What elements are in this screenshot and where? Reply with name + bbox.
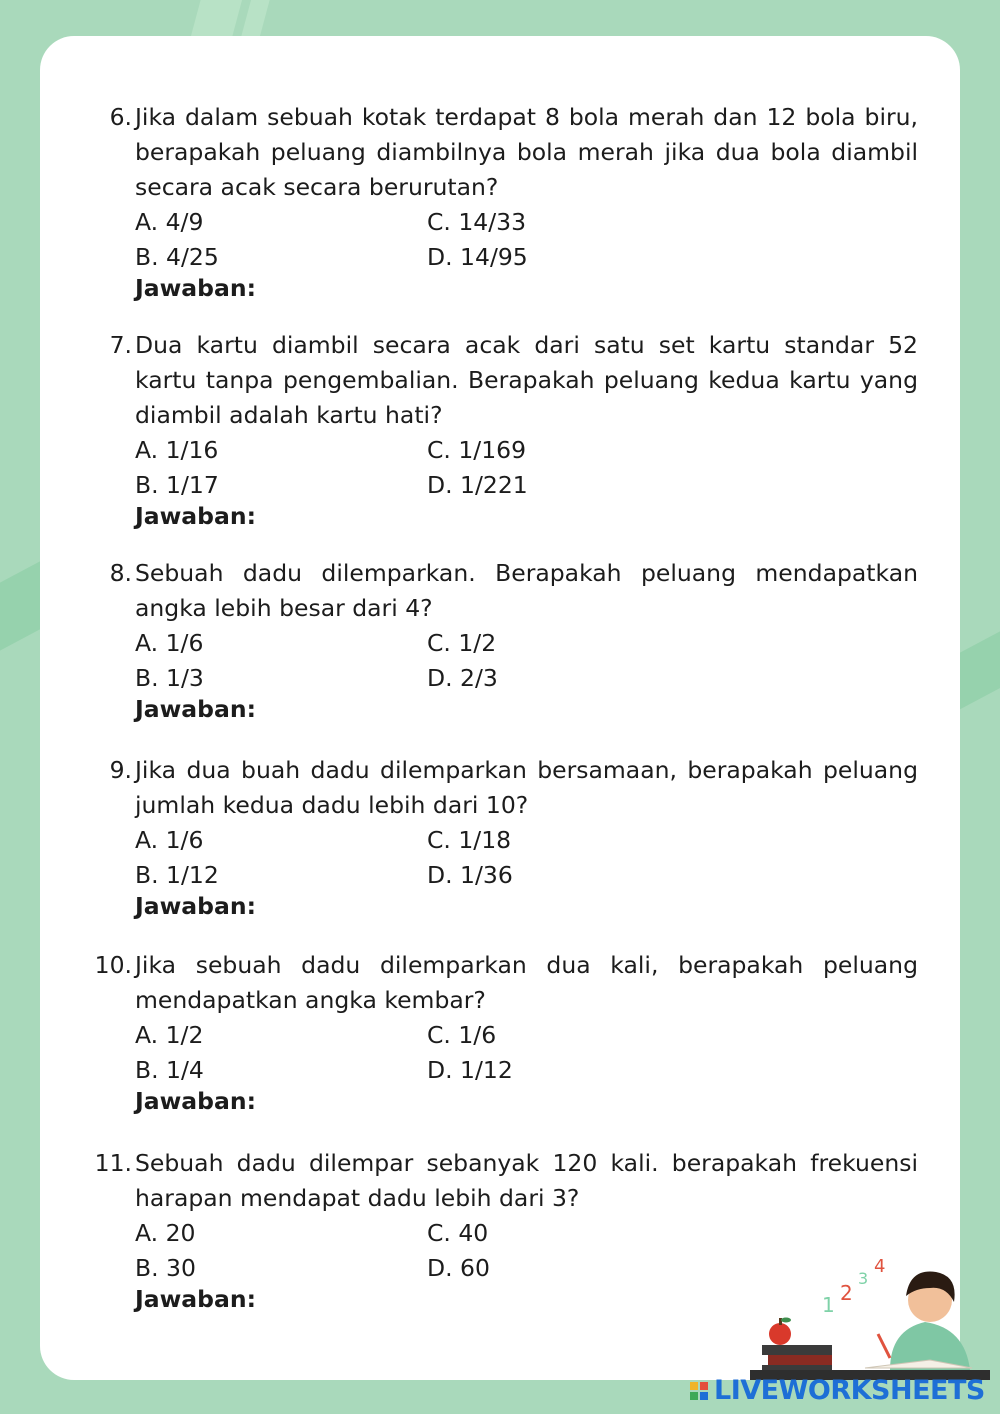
option-d: D. 1/221 bbox=[427, 471, 528, 499]
question-text: Jika dalam sebuah kotak terdapat 8 bola merah dan 12 bola biru, berapakah peluang diambilnya bola merah jika dua bola diambil secara acak secara berurutan? bbox=[135, 103, 918, 201]
liveworksheets-watermark bbox=[690, 1376, 985, 1406]
answer-label[interactable]: Jawaban: bbox=[135, 274, 256, 302]
question-number: 6. bbox=[109, 103, 132, 131]
option-a: A. 1/6 bbox=[135, 629, 204, 657]
student-figure bbox=[865, 1272, 972, 1371]
question-6 bbox=[90, 100, 918, 303]
options-grid bbox=[135, 205, 918, 275]
option-d: D. 1/12 bbox=[427, 1056, 513, 1084]
options-grid bbox=[135, 626, 918, 696]
option-a: A. 1/16 bbox=[135, 436, 219, 464]
illustration-number: 2 bbox=[840, 1281, 853, 1305]
answer-label[interactable]: Jawaban: bbox=[135, 892, 256, 920]
option-d: D. 2/3 bbox=[427, 664, 498, 692]
options-grid bbox=[135, 823, 918, 893]
answer-label[interactable]: Jawaban: bbox=[135, 1285, 256, 1313]
question-10 bbox=[90, 948, 918, 1116]
option-c: C. 1/2 bbox=[427, 629, 497, 657]
option-a: A. 1/2 bbox=[135, 1021, 204, 1049]
options-grid bbox=[135, 433, 918, 503]
illustration-number: 1 bbox=[822, 1293, 835, 1317]
option-a: A. 1/6 bbox=[135, 826, 204, 854]
question-text: Jika sebuah dadu dilemparkan dua kali, berapakah peluang mendapatkan angka kembar? bbox=[135, 951, 918, 1014]
option-c: C. 1/169 bbox=[427, 436, 527, 464]
worksheet-paper bbox=[40, 36, 960, 1380]
question-text: Sebuah dadu dilempar sebanyak 120 kali. berapakah frekuensi harapan mendapat dadu lebih dari 3? bbox=[135, 1149, 918, 1212]
answer-label[interactable]: Jawaban: bbox=[135, 1087, 256, 1115]
option-b: B. 1/12 bbox=[135, 861, 219, 889]
option-c: C. 40 bbox=[427, 1219, 489, 1247]
option-b: B. 4/25 bbox=[135, 243, 219, 271]
question-number: 8. bbox=[109, 559, 132, 587]
student-illustration bbox=[740, 1250, 990, 1380]
question-8 bbox=[90, 556, 918, 724]
question-7 bbox=[90, 328, 918, 531]
apple-icon bbox=[769, 1318, 791, 1346]
question-text: Dua kartu diambil secara acak dari satu set kartu standar 52 kartu tanpa pengembalian. Berapakah peluang kedua kartu yang diambil adalah kartu hati? bbox=[135, 331, 918, 429]
question-9 bbox=[90, 753, 918, 921]
option-d: D. 14/95 bbox=[427, 243, 528, 271]
question-number: 9. bbox=[109, 756, 132, 784]
question-number: 10. bbox=[94, 951, 132, 979]
answer-label[interactable]: Jawaban: bbox=[135, 695, 256, 723]
liveworksheets-logo-icon bbox=[690, 1382, 708, 1400]
option-a: A. 20 bbox=[135, 1219, 196, 1247]
option-c: C. 1/6 bbox=[427, 1021, 497, 1049]
watermark-text: LIVEWORKSHEETS bbox=[714, 1375, 985, 1406]
question-number: 7. bbox=[109, 331, 132, 359]
question-text: Jika dua buah dadu dilemparkan bersamaan, berapakah peluang jumlah kedua dadu lebih dari 10? bbox=[135, 756, 918, 819]
question-number: 11. bbox=[94, 1149, 132, 1177]
option-c: C. 1/18 bbox=[427, 826, 512, 854]
option-b: B. 1/17 bbox=[135, 471, 219, 499]
option-b: B. 1/4 bbox=[135, 1056, 204, 1084]
option-d: D. 1/36 bbox=[427, 861, 513, 889]
option-c: C. 14/33 bbox=[427, 208, 527, 236]
option-a: A. 4/9 bbox=[135, 208, 204, 236]
question-text: Sebuah dadu dilemparkan. Berapakah peluang mendapatkan angka lebih besar dari 4? bbox=[135, 559, 918, 622]
option-b: B. 1/3 bbox=[135, 664, 204, 692]
illustration-number: 3 bbox=[858, 1269, 869, 1288]
option-b: B. 30 bbox=[135, 1254, 196, 1282]
options-grid bbox=[135, 1018, 918, 1088]
answer-label[interactable]: Jawaban: bbox=[135, 502, 256, 530]
illustration-number: 4 bbox=[874, 1256, 886, 1277]
option-d: D. 60 bbox=[427, 1254, 490, 1282]
